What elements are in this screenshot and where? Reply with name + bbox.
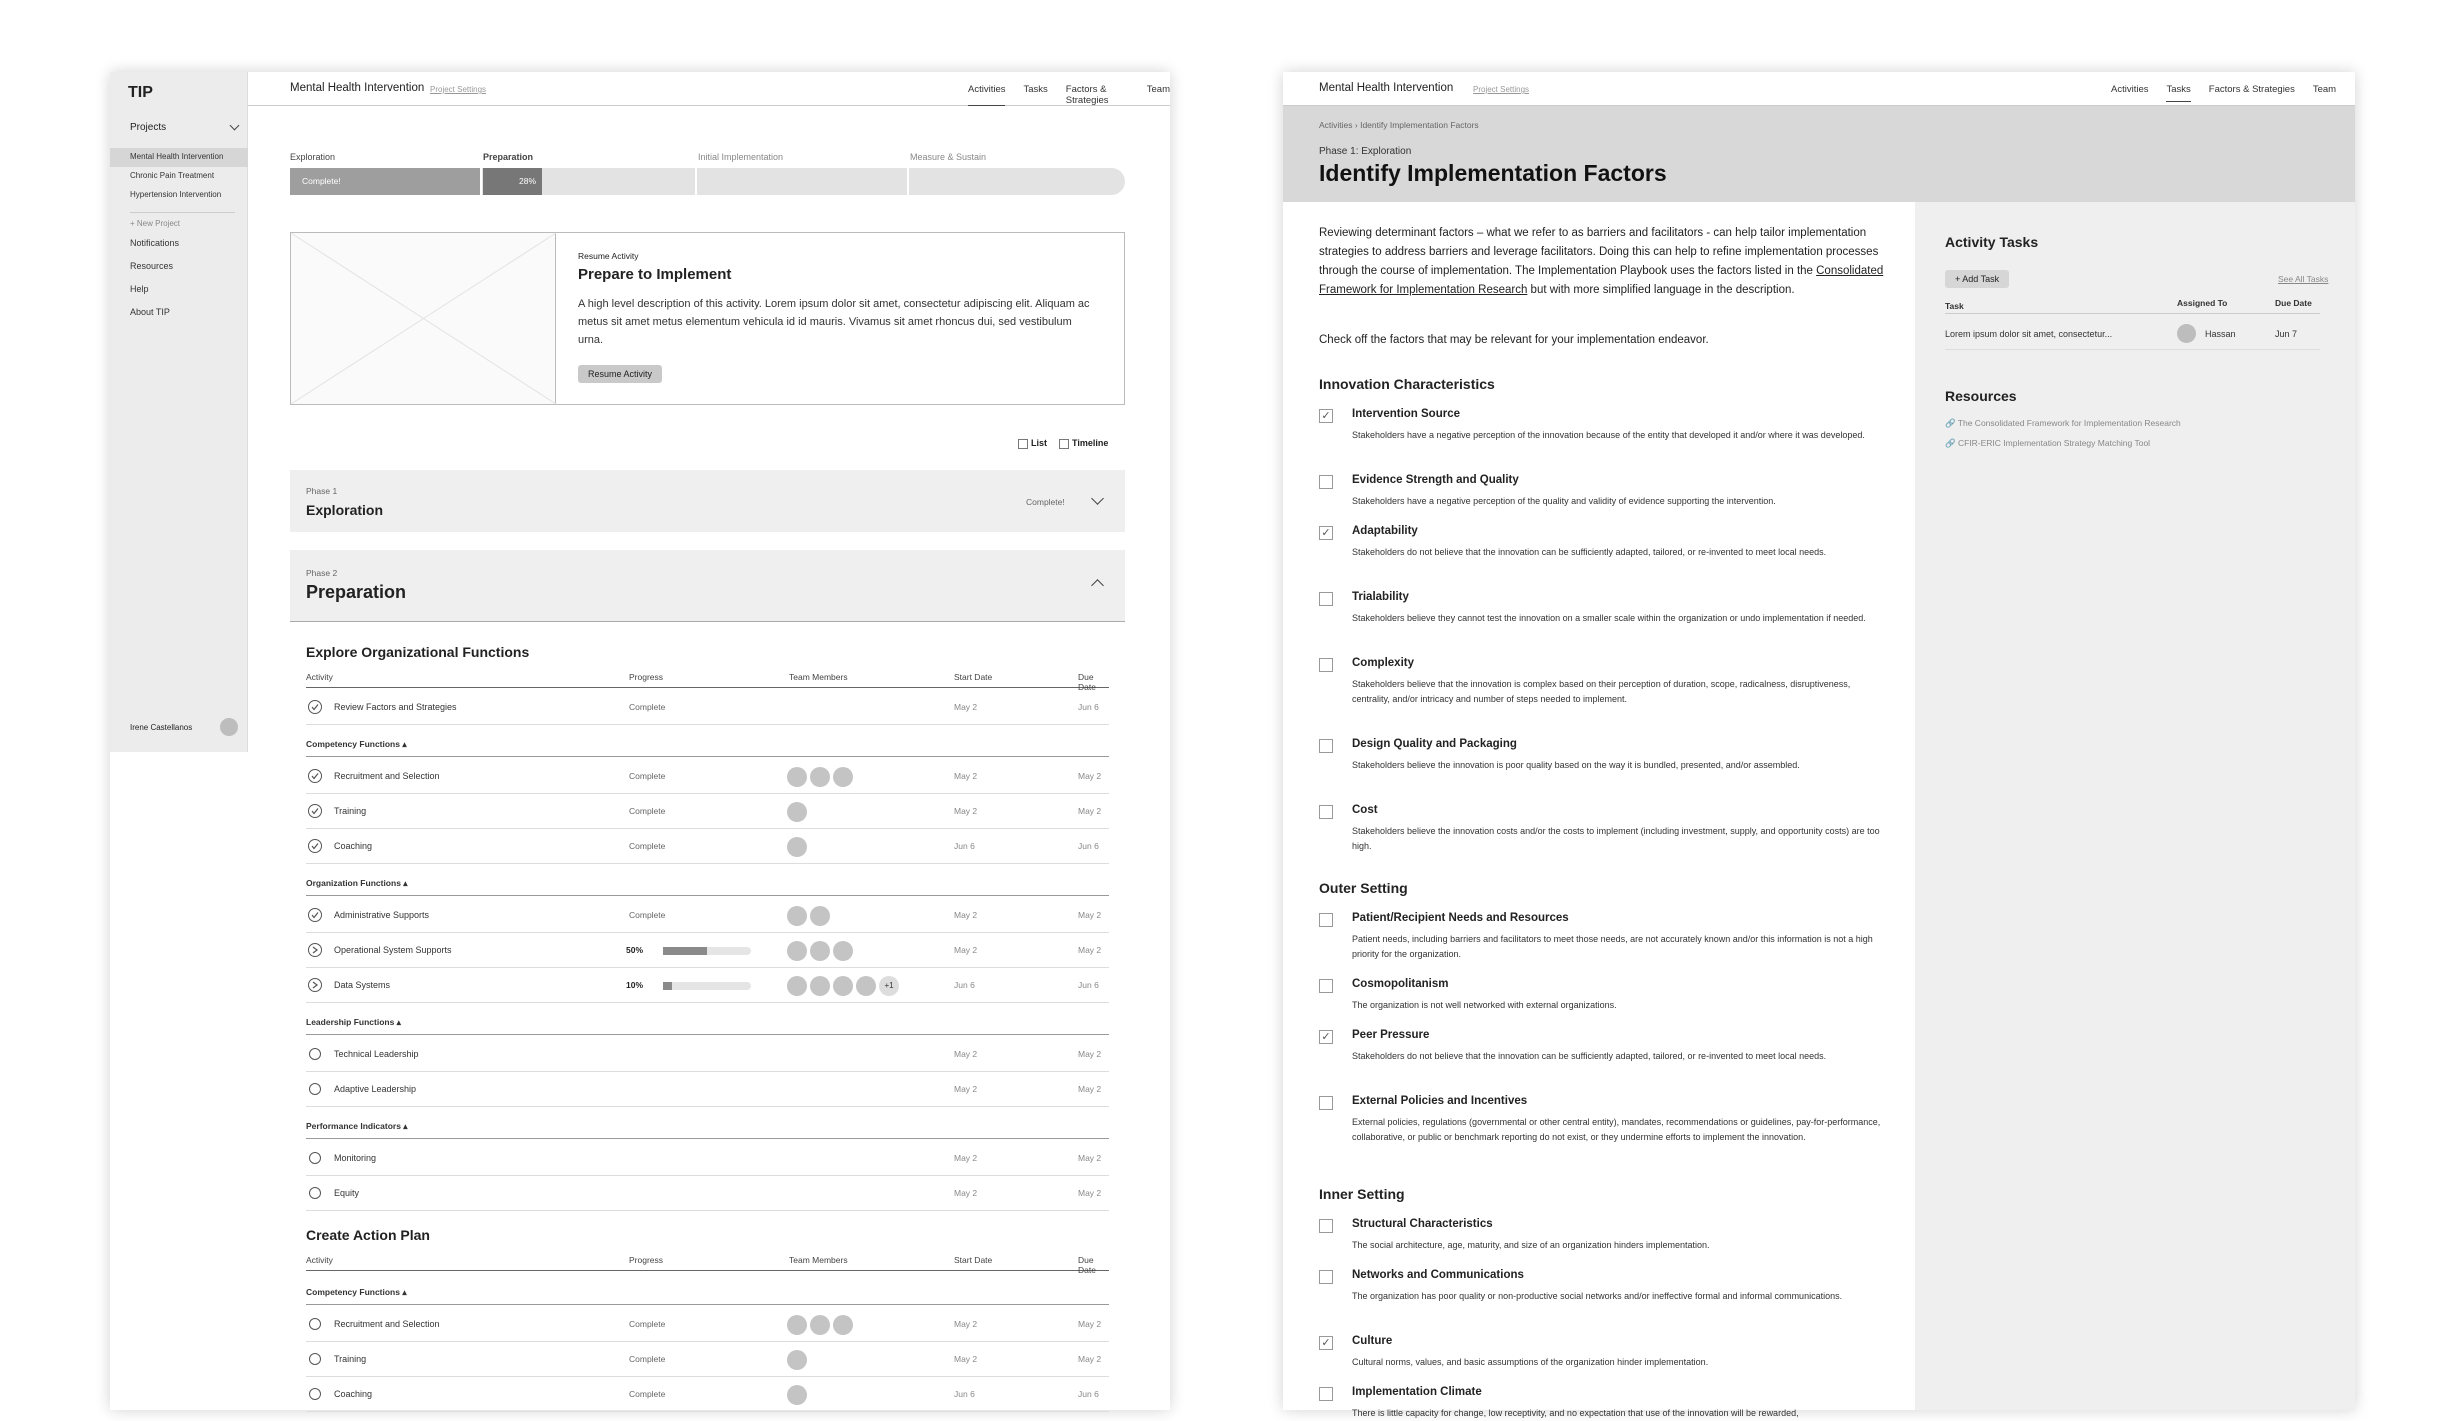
right-panel [1915, 202, 2355, 1410]
image-placeholder [291, 233, 556, 404]
activity-name: Operational System Supports [334, 945, 452, 955]
sidebar-item-project-hypertension[interactable]: Hypertension Intervention [130, 190, 222, 199]
checked-checkbox[interactable]: ✓ [1319, 526, 1333, 540]
check-circle-icon[interactable] [308, 839, 322, 853]
avatar [810, 941, 830, 961]
empty-circle-icon[interactable] [309, 1353, 321, 1365]
tab-team[interactable]: Team [2312, 84, 2337, 95]
table-row[interactable] [306, 1037, 1109, 1072]
avatar [833, 976, 853, 996]
activity-name: Technical Leadership [334, 1049, 419, 1059]
resume-description: A high level description of this activity. Lorem ipsum dolor sit amet, consectetur adipiscing elit. Aliquam ac metus sit amet metus elementum vehicula id id mauris. Vivamus sit amet rhoncus dui, sed vestibulum urna. [578, 298, 1090, 346]
phase-label-exploration: Exploration [290, 152, 336, 162]
view-toggle [1018, 438, 1108, 449]
due-date: Jun 6 [1078, 702, 1099, 712]
avatar [810, 767, 830, 787]
factor-description: There is little capacity for change, low receptivity, and no expectation that use of the innovation will be rewarded, [1352, 1408, 1799, 1418]
sidebar-item-about[interactable]: About TIP [130, 307, 170, 317]
resume-kicker: Resume Activity [578, 251, 639, 261]
checkbox[interactable] [1319, 1387, 1333, 1401]
factor-description: Stakeholders do not believe that the innovation can be sufficiently adapted, tailored, or re-invented to meet local needs. [1352, 1051, 1827, 1061]
due-date: May 2 [1078, 1354, 1102, 1364]
activity-progress: Complete [629, 1389, 666, 1399]
group-label: Performance Indicators ▴ [306, 1121, 408, 1131]
activity-name: Training [334, 1354, 367, 1364]
project-title: Mental Health Intervention [1319, 82, 1454, 94]
avatar [810, 976, 830, 996]
team-members[interactable] [787, 1385, 807, 1405]
group-header[interactable] [306, 731, 1109, 757]
factors-screen [1283, 72, 2355, 1418]
project-list [110, 148, 248, 205]
start-date: May 2 [954, 1084, 978, 1094]
factor-description: Stakeholders believe the innovation costs and/or the costs to implement (including investment, supply, and opportunity costs) are too high. [1352, 826, 1880, 851]
phase-label-preparation: Preparation [483, 152, 534, 162]
start-date: May 2 [954, 806, 978, 816]
factor-category-title: Innovation Characteristics [1319, 376, 1495, 392]
table-header [306, 1255, 1109, 1275]
table-row[interactable] [306, 1342, 1109, 1377]
tasks-table-header [1945, 298, 2320, 314]
col-progress: Progress [629, 672, 664, 682]
factor-description: The organization is not well networked with external organizations. [1352, 1000, 1617, 1010]
activity-name: Adaptive Leadership [334, 1084, 417, 1094]
checkbox[interactable] [1319, 1096, 1333, 1110]
resource-link-cfir-eric[interactable]: 🔗 CFIR-ERIC Implementation Strategy Matching Tool [1945, 438, 2151, 448]
placeholder-cross-icon [291, 233, 556, 404]
activity-name: Review Factors and Strategies [334, 702, 457, 712]
factor-name: Cost [1352, 804, 1378, 816]
activity-name: Recruitment and Selection [334, 771, 440, 781]
due-date: May 2 [1078, 771, 1102, 781]
table-row[interactable] [306, 1141, 1109, 1176]
phase2-panel[interactable] [290, 550, 1125, 622]
team-members[interactable] [787, 1315, 853, 1335]
tab-tasks[interactable]: Tasks [2166, 84, 2190, 102]
empty-circle-icon[interactable] [309, 1048, 321, 1060]
activity-progress: Complete [629, 806, 666, 816]
activity-progress: Complete [629, 1354, 666, 1364]
col-assigned: Assigned To [2177, 298, 2228, 308]
tab-factors-strategies[interactable]: Factors & Strategies [2208, 84, 2295, 95]
col-progress: Progress [629, 1255, 664, 1265]
phase1-status: Complete! [1026, 497, 1065, 507]
activity-name: Equity [334, 1188, 360, 1198]
table-row[interactable] [306, 933, 1109, 968]
page-title: Identify Implementation Factors [1319, 160, 1667, 186]
project-settings-link[interactable]: Project Settings [430, 85, 487, 94]
avatar [810, 1315, 830, 1335]
checked-checkbox[interactable]: ✓ [1319, 409, 1333, 423]
segment-divider [695, 168, 697, 195]
exploration-segment: Complete! [290, 168, 480, 195]
activity-name: Coaching [334, 841, 373, 851]
tab-activities[interactable]: Activities [968, 84, 1005, 106]
cfir-link[interactable]: Consolidated Framework for Implementation Research [1319, 265, 1884, 296]
segment-divider [480, 168, 482, 195]
task-row[interactable] [1945, 318, 2320, 350]
group-header[interactable] [306, 870, 1109, 896]
factor-name: Adaptability [1352, 525, 1418, 537]
factor-name: Structural Characteristics [1352, 1218, 1493, 1230]
avatar [787, 1315, 807, 1335]
group-label: Leadership Functions ▴ [306, 1017, 401, 1027]
col-activity: Activity [306, 672, 333, 682]
col-start: Start Date [954, 1255, 993, 1265]
table-row[interactable] [306, 1072, 1109, 1107]
resume-activity-button[interactable]: Resume Activity [578, 365, 662, 383]
factor-description: External policies, regulations (governmental or other central entity), mandates, recommendations or guidelines, pay-for-performance, collaborative, or public or benchmark reporting do not exist, or they undermine efforts to implement the innovation. [1352, 1117, 1881, 1142]
phase1-title: Exploration [306, 502, 384, 518]
checked-checkbox[interactable]: ✓ [1319, 1336, 1333, 1350]
main-content [248, 72, 1170, 1410]
start-date: May 2 [954, 1354, 978, 1364]
team-members[interactable] [787, 906, 830, 926]
timeline-view-button[interactable]: Timeline [1059, 438, 1108, 449]
table-row[interactable] [306, 690, 1109, 725]
checkbox[interactable] [1319, 658, 1333, 672]
user-name: Irene Castellanos [130, 722, 193, 732]
start-date: Jun 6 [954, 841, 975, 851]
col-team: Team Members [789, 672, 848, 682]
avatar [787, 1350, 807, 1370]
chevron-up-icon[interactable] [1091, 579, 1104, 592]
phase1-panel[interactable] [290, 470, 1125, 532]
team-members[interactable] [787, 802, 807, 822]
avatar [787, 837, 807, 857]
task-due: Jun 7 [2275, 329, 2298, 339]
section-title: Explore Organizational Functions [306, 644, 530, 660]
checkbox[interactable] [1319, 592, 1333, 606]
start-date: May 2 [954, 910, 978, 920]
activity-progress-bar [663, 982, 751, 990]
sidebar-item-resources[interactable]: Resources [130, 261, 174, 271]
tab-factors-strategies[interactable]: Factors & Strategies [1065, 84, 1109, 106]
checked-checkbox[interactable]: ✓ [1319, 1030, 1333, 1044]
due-date: Jun 6 [1078, 980, 1099, 990]
factor-description: The social architecture, age, maturity, and size of an organization hinders implementation. [1352, 1240, 1710, 1250]
activity-progress: Complete [629, 841, 666, 851]
table-row[interactable] [306, 1176, 1109, 1211]
avatar [787, 941, 807, 961]
resume-activity-card [290, 232, 1125, 405]
empty-circle-icon[interactable] [309, 1318, 321, 1330]
due-date: May 2 [1078, 1049, 1102, 1059]
list-view-button[interactable]: List [1018, 438, 1047, 449]
activity-name: Monitoring [334, 1153, 377, 1163]
phase-label-measure: Measure & Sustain [910, 152, 987, 162]
add-task-button[interactable]: + Add Task [1945, 270, 2009, 288]
table-row[interactable] [306, 898, 1109, 933]
due-date: May 2 [1078, 1188, 1102, 1198]
avatar [833, 941, 853, 961]
section-title: Create Action Plan [306, 1227, 430, 1243]
check-circle-icon[interactable] [308, 700, 322, 714]
checkbox[interactable] [1319, 805, 1333, 819]
app-logo: TIP [128, 84, 153, 101]
factor-description: Stakeholders have a negative perception of the innovation because of the entity that developed it and/or where it was developed. [1352, 430, 1865, 440]
table-row[interactable] [306, 829, 1109, 864]
empty-circle-icon[interactable] [309, 1187, 321, 1199]
link-icon: 🔗 [1945, 438, 1958, 448]
segment-divider [907, 168, 909, 195]
factor-description: Cultural norms, values, and basic assumptions of the organization hinder implementation. [1352, 1357, 1709, 1367]
activity-progress: 50% [626, 945, 644, 955]
team-members[interactable] [787, 941, 853, 961]
col-team: Team Members [789, 1255, 848, 1265]
avatar [2177, 324, 2196, 343]
factor-description: The organization has poor quality or non-productive social networks and/or ineffective formal and informal communications. [1352, 1291, 1843, 1301]
tab-team[interactable]: Team [1146, 84, 1170, 95]
avatar [787, 906, 807, 926]
factor-description: Stakeholders believe they cannot test the innovation on a smaller scale within the organization or undo implementation if needed. [1352, 613, 1866, 623]
activity-name: Coaching [334, 1389, 373, 1399]
avatar [833, 1315, 853, 1335]
factor-name: Intervention Source [1352, 408, 1460, 420]
avatar [787, 1385, 807, 1405]
table-row[interactable] [306, 794, 1109, 829]
factor-description: Stakeholders have a negative perception of the quality and validity of evidence supporting the intervention. [1352, 496, 1776, 506]
col-task: Task [1945, 301, 1964, 311]
main-nav [2111, 84, 2336, 102]
due-date: May 2 [1078, 910, 1102, 920]
project-settings-link[interactable]: Project Settings [1473, 85, 1530, 94]
factor-name: External Policies and Incentives [1352, 1095, 1528, 1107]
avatar [810, 906, 830, 926]
empty-circle-icon[interactable] [309, 1083, 321, 1095]
phase2-kicker: Phase 2 [306, 568, 338, 578]
activity-progress: Complete [629, 910, 666, 920]
due-date: Jun 6 [1078, 1389, 1099, 1399]
table-header [306, 672, 1109, 692]
due-date: May 2 [1078, 806, 1102, 816]
projects-toggle[interactable] [130, 122, 238, 133]
task-assignee: Hassan [2205, 329, 2236, 339]
main-nav [968, 84, 1170, 106]
group-label: Competency Functions ▴ [306, 1287, 407, 1297]
checkbox[interactable] [1319, 979, 1333, 993]
preparation-segment: 28% [483, 168, 542, 195]
checkbox[interactable] [1319, 1270, 1333, 1284]
due-date: May 2 [1078, 1153, 1102, 1163]
breadcrumb[interactable]: Activities › Identify Implementation Factors [1319, 120, 1479, 130]
phase1-kicker: Phase 1 [306, 486, 338, 496]
factor-description: Patient needs, including barriers and facilitators to meet those needs, are not accurately known and/or this information is not a high priority for the organization. [1352, 934, 1873, 959]
start-date: May 2 [954, 1319, 978, 1329]
user-menu[interactable] [130, 718, 238, 736]
activity-name: Data Systems [334, 980, 391, 990]
intro-text: Reviewing determinant factors – what we refer to as barriers and facilitators - can help tailor implementation strategies to address barriers and leverage facilitators. Doing this can help to refine implementation processes through the course of implementation. The Implementation Playbook uses the factors listed in the Consolidated Framework for Implementation Research but with more simplified language in the description. [1319, 227, 1884, 296]
factor-name: Implementation Climate [1352, 1386, 1482, 1398]
list-icon [1018, 439, 1028, 449]
col-due: Due Date [1078, 672, 1096, 692]
col-due: Due Date [2275, 298, 2312, 308]
in-progress-icon[interactable] [308, 943, 322, 957]
check-circle-icon[interactable] [308, 769, 322, 783]
factor-name: Design Quality and Packaging [1352, 738, 1517, 750]
activity-progress: 10% [626, 980, 644, 990]
resources-title: Resources [1945, 388, 2017, 404]
checkbox[interactable] [1319, 475, 1333, 489]
checkbox[interactable] [1319, 913, 1333, 927]
sidebar-nav [130, 238, 179, 330]
projects-label: Projects [130, 122, 167, 133]
phase-label-initial: Initial Implementation [698, 152, 784, 162]
start-date: May 2 [954, 771, 978, 781]
phase2-title: Preparation [306, 582, 407, 602]
tab-activities[interactable]: Activities [2111, 84, 2149, 95]
factor-category-title: Outer Setting [1319, 880, 1408, 896]
avatar [220, 718, 238, 736]
resource-link-cfir[interactable]: 🔗 The Consolidated Framework for Implementation Research [1945, 418, 2181, 428]
start-date: Jun 6 [954, 1389, 975, 1399]
factor-name: Networks and Communications [1352, 1269, 1524, 1281]
phase-progress-bar [290, 168, 1125, 195]
factor-name: Culture [1352, 1335, 1393, 1347]
group-header[interactable] [306, 1113, 1109, 1139]
checkbox[interactable] [1319, 739, 1333, 753]
start-date: May 2 [954, 1153, 978, 1163]
activity-progress: Complete [629, 702, 666, 712]
new-project-link[interactable]: + New Project [130, 212, 235, 228]
more-members-badge: +1 [879, 976, 899, 996]
due-date: Jun 6 [1078, 841, 1099, 851]
task-name: Lorem ipsum dolor sit amet, consectetur... [1945, 329, 2113, 339]
activity-tasks-title: Activity Tasks [1945, 234, 2039, 250]
factor-name: Cosmopolitanism [1352, 978, 1449, 990]
checkbox[interactable] [1319, 1219, 1333, 1233]
top-bar [1283, 72, 2355, 106]
chevron-down-icon [230, 121, 240, 131]
project-title: Mental Health Intervention [290, 82, 425, 94]
activities-screen [110, 72, 1170, 1410]
due-date: May 2 [1078, 1319, 1102, 1329]
start-date: May 2 [954, 945, 978, 955]
factor-name: Trialability [1352, 591, 1409, 603]
chevron-down-icon[interactable] [1091, 492, 1104, 505]
due-date: May 2 [1078, 945, 1102, 955]
see-all-tasks-link[interactable]: See All Tasks [2278, 274, 2329, 284]
team-members[interactable] [787, 767, 853, 787]
due-date: May 2 [1078, 1084, 1102, 1094]
factor-category-title: Inner Setting [1319, 1186, 1405, 1202]
tab-tasks[interactable]: Tasks [1023, 84, 1048, 95]
resume-title: Prepare to Implement [578, 266, 732, 283]
col-activity: Activity [306, 1255, 333, 1265]
group-label: Organization Functions ▴ [306, 878, 408, 888]
start-date: May 2 [954, 1049, 978, 1059]
table-row[interactable] [306, 1377, 1109, 1412]
activity-name: Administrative Supports [334, 910, 430, 920]
activity-name: Recruitment and Selection [334, 1319, 440, 1329]
check-circle-icon[interactable] [308, 804, 322, 818]
start-date: May 2 [954, 702, 978, 712]
factor-name: Patient/Recipient Needs and Resources [1352, 912, 1569, 924]
factor-name: Peer Pressure [1352, 1029, 1430, 1041]
empty-circle-icon[interactable] [309, 1152, 321, 1164]
link-icon: 🔗 [1945, 418, 1958, 428]
table-row[interactable] [306, 968, 1109, 1003]
activity-name: Training [334, 806, 367, 816]
start-date: May 2 [954, 1188, 978, 1198]
table-row[interactable] [306, 759, 1109, 794]
group-header[interactable] [306, 1009, 1109, 1035]
group-label: Competency Functions ▴ [306, 739, 407, 749]
avatar [787, 767, 807, 787]
progress-fill [663, 947, 707, 955]
activity-progress-bar [663, 947, 751, 955]
sidebar-item-notifications[interactable]: Notifications [130, 238, 180, 248]
activity-progress: Complete [629, 1319, 666, 1329]
in-progress-icon[interactable] [308, 978, 322, 992]
page-header [1283, 106, 2355, 202]
phase-kicker: Phase 1: Exploration [1319, 146, 1412, 157]
col-due: Due Date [1078, 1255, 1096, 1275]
avatar [787, 976, 807, 996]
check-circle-icon[interactable] [308, 908, 322, 922]
team-members[interactable] [787, 976, 899, 996]
activity-progress: Complete [629, 771, 666, 781]
sidebar-item-help[interactable]: Help [130, 284, 149, 294]
group-header[interactable] [306, 1279, 1109, 1305]
sidebar [110, 72, 248, 752]
team-members[interactable] [787, 837, 807, 857]
timeline-icon [1059, 439, 1069, 449]
sidebar-item-project-chronic-pain[interactable]: Chronic Pain Treatment [130, 171, 215, 180]
factor-name: Complexity [1352, 657, 1414, 669]
avatar [833, 767, 853, 787]
avatar [856, 976, 876, 996]
col-start: Start Date [954, 672, 993, 682]
check-note: Check off the factors that may be relevant for your implementation endeavor. [1319, 334, 1709, 346]
sidebar-item-project-mental-health[interactable]: Mental Health Intervention [110, 148, 248, 167]
top-bar [248, 72, 1170, 106]
table-row[interactable] [306, 1307, 1109, 1342]
team-members[interactable] [787, 1350, 807, 1370]
factor-name: Evidence Strength and Quality [1352, 474, 1519, 486]
factor-description: Stakeholders do not believe that the innovation can be sufficiently adapted, tailored, or re-invented to meet local needs. [1352, 547, 1827, 557]
factor-description: Stakeholders believe the innovation is poor quality based on the way it is bundled, presented, and/or assembled. [1352, 760, 1800, 770]
factor-description: Stakeholders believe that the innovation is complex based on their perception of duration, scope, radicalness, disruptiveness, centrality, and/or intricacy and number of steps needed to implement. [1352, 679, 1851, 704]
avatar [787, 802, 807, 822]
progress-fill [663, 982, 672, 990]
start-date: Jun 6 [954, 980, 975, 990]
empty-circle-icon[interactable] [309, 1388, 321, 1400]
